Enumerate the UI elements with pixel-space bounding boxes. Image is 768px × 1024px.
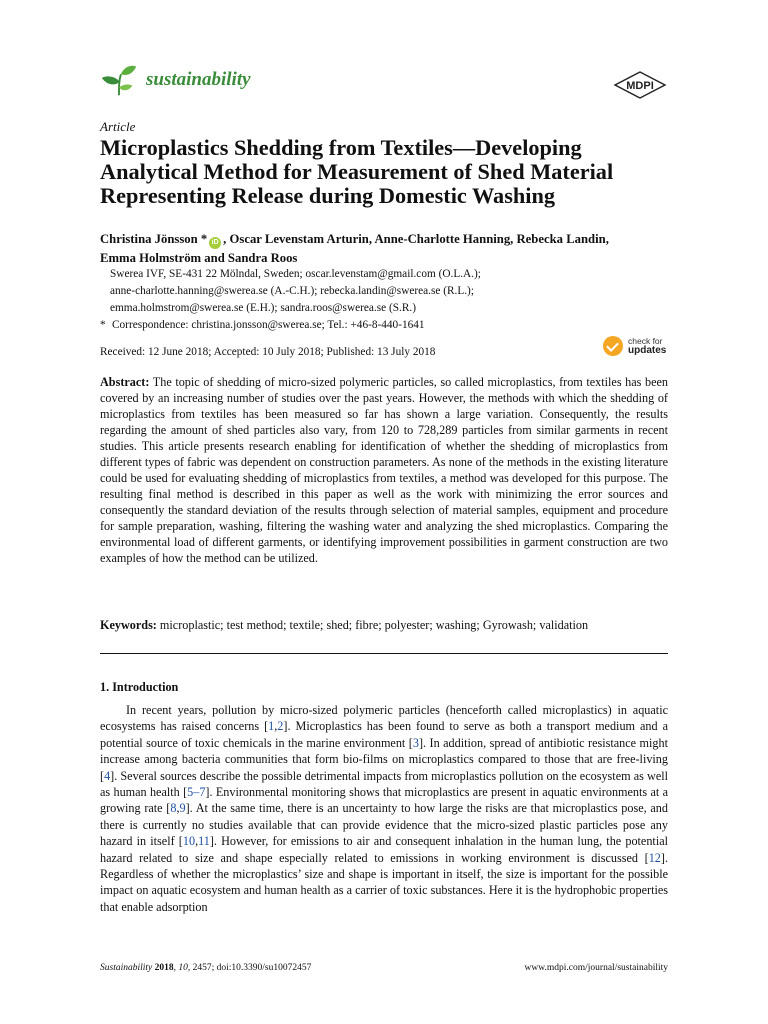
keywords-text: microplastic; test method; textile; shed; fibre; polyester; washing; Gyrowash; validation xyxy=(156,618,589,632)
author-list xyxy=(100,230,680,267)
introduction-paragraph xyxy=(100,702,668,915)
abstract xyxy=(100,374,668,566)
publication-dates: Received: 12 June 2018; Accepted: 10 July 2018; Published: 13 July 2018 xyxy=(100,346,436,358)
article-type: Article xyxy=(100,119,136,134)
journal-name: sustainability xyxy=(146,69,251,90)
publisher-name: MDPI xyxy=(626,80,654,92)
affiliations xyxy=(100,266,660,334)
check-updates-line2: updates xyxy=(628,345,667,356)
section-divider xyxy=(100,653,668,654)
paper-title: Microplastics Shedding from Textiles—Developing Analytical Method for Measurement of Shed Material Representing Release during Domestic Washing xyxy=(100,135,614,208)
body-text: ]. Environmental monitoring shows that microplastics are present in aquatic environments at a growing rate [ xyxy=(100,785,669,816)
citation-link[interactable]: 10 xyxy=(182,834,196,849)
keywords xyxy=(100,617,668,633)
corresponding-author: Christina Jönsson * xyxy=(100,232,208,246)
body-text: ]. In addition, spread of antibiotic resistance might increase among bacteria communities that form bio-films on microplastics compared to those that are free-living [ xyxy=(100,735,668,783)
citation-link[interactable]: 1 xyxy=(268,719,275,734)
body-text: ]. However, for emissions to air and consequent inhalation in the human lung, the potential hazard related to size and shape especially related to emissions in working environment is discussed [ xyxy=(100,834,669,865)
footer-doi: , 2457; doi:10.3390/su10072457 xyxy=(187,963,312,973)
footer-year: 2018 xyxy=(152,963,174,973)
footer-journal: Sustainability xyxy=(100,963,153,973)
citation-link[interactable]: 4 xyxy=(104,768,111,783)
abstract-text: The topic of shedding of micro-sized polymeric particles, so called microplastics, from textiles has been covered by an increasing number of studies over the past years. However, the methods with which the shedding of microplastics from textiles has been measured so far has shown a large variation. Consequently, the results regarding the amount of shed particles also vary, from 120 to 728,289 particles from similar garments in recent studies. This article presents research enabling for identification of whether the shedding of microplastics from different types of fabric was dependent on construction parameters. As none of the methods in the existing literature could be used for evaluating shedding of microplastics from textiles, a method was developed for this purpose. The resulting final method is described in this paper as well as the work with minimizing the error sources and consequently the standard deviation of the results through selection of material samples, equipment and procedure for sample preparation, washing, filtering the washing water and analyzing the shed microplastics. Comparing the environmental load of different garments, or identifying improvement possibilities in garment construction are two examples of how the method can be utilized. xyxy=(100,375,668,565)
checkmark-icon xyxy=(603,336,623,356)
journal-logo xyxy=(100,60,251,100)
affiliation-line: Swerea IVF, SE-431 22 Mölndal, Sweden; oscar.levenstam@gmail.com (O.L.A.); xyxy=(110,268,481,280)
correspondence-marker: * xyxy=(100,319,106,331)
body-text: ]. Several sources describe the possible detrimental impacts from microplastics pollution on the ecosystem as well as human health [ xyxy=(100,768,668,800)
body-text: ]. Microplastics has been found to serve as both a transport medium and a potential source of toxic chemicals in the marine environment [ xyxy=(100,719,668,750)
citation-link[interactable]: 2 xyxy=(277,719,284,734)
citation-link[interactable]: 12 xyxy=(648,850,661,865)
body-text: ]. Regardless of whether the microplastics’ size and shape is important in itself, the size is important for the possible impact on aquatic ecosystem and human health as a carrier of toxic substances. Here it is the hydrophobic properties that enable adsorption xyxy=(100,850,668,914)
orcid-icon[interactable]: iD xyxy=(209,237,221,249)
citation-link[interactable]: 9 xyxy=(179,801,186,816)
body-text: In recent years, pollution by micro-sized polymeric particles (henceforth called microplastics) in aquatic ecosystems has raised concerns [ xyxy=(100,703,668,734)
footer-volume: , 10 xyxy=(173,963,188,973)
citation-link[interactable]: 11 xyxy=(198,834,210,849)
check-updates-line1: check for xyxy=(628,336,663,346)
body-text: ]. At the same time, there is an uncertainty to how large the risks are that microplastics pose, and there is currently no studies available that can provide evidence that the micro-sized plastic particles pose any hazard in itself [ xyxy=(100,801,668,849)
body-text: , xyxy=(274,719,278,734)
section-heading: 1. Introduction xyxy=(100,680,179,694)
body-text: , xyxy=(176,801,180,816)
abstract-label: Abstract: xyxy=(100,375,150,389)
affiliation-line: emma.holmstrom@swerea.se (E.H.); sandra.roos@swerea.se (S.R.) xyxy=(110,302,416,314)
leaf-icon xyxy=(100,61,138,99)
correspondence xyxy=(100,317,660,334)
citation-link[interactable]: 8 xyxy=(170,801,177,816)
body-text: , xyxy=(195,834,199,849)
keywords-label: Keywords: xyxy=(100,618,157,632)
author-names-line2: Emma Holmström and Sandra Roos xyxy=(100,251,298,265)
correspondence-text: Correspondence: christina.jonsson@swerea.se; Tel.: +46-8-440-1641 xyxy=(112,319,425,331)
citation-link[interactable]: 3 xyxy=(412,735,419,750)
author-names: , Oscar Levenstam Arturin, Anne-Charlotte Hanning, Rebecka Landin, xyxy=(223,232,609,246)
journal-url[interactable]: www.mdpi.com/journal/sustainability xyxy=(524,963,668,973)
affiliation-line: anne-charlotte.hanning@swerea.se (A.-C.H.); rebecka.landin@swerea.se (R.L.); xyxy=(110,285,474,297)
footer-citation xyxy=(100,963,311,973)
check-for-updates-badge[interactable] xyxy=(603,336,666,356)
mdpi-logo xyxy=(613,71,667,99)
citation-link[interactable]: 5–7 xyxy=(187,785,206,800)
